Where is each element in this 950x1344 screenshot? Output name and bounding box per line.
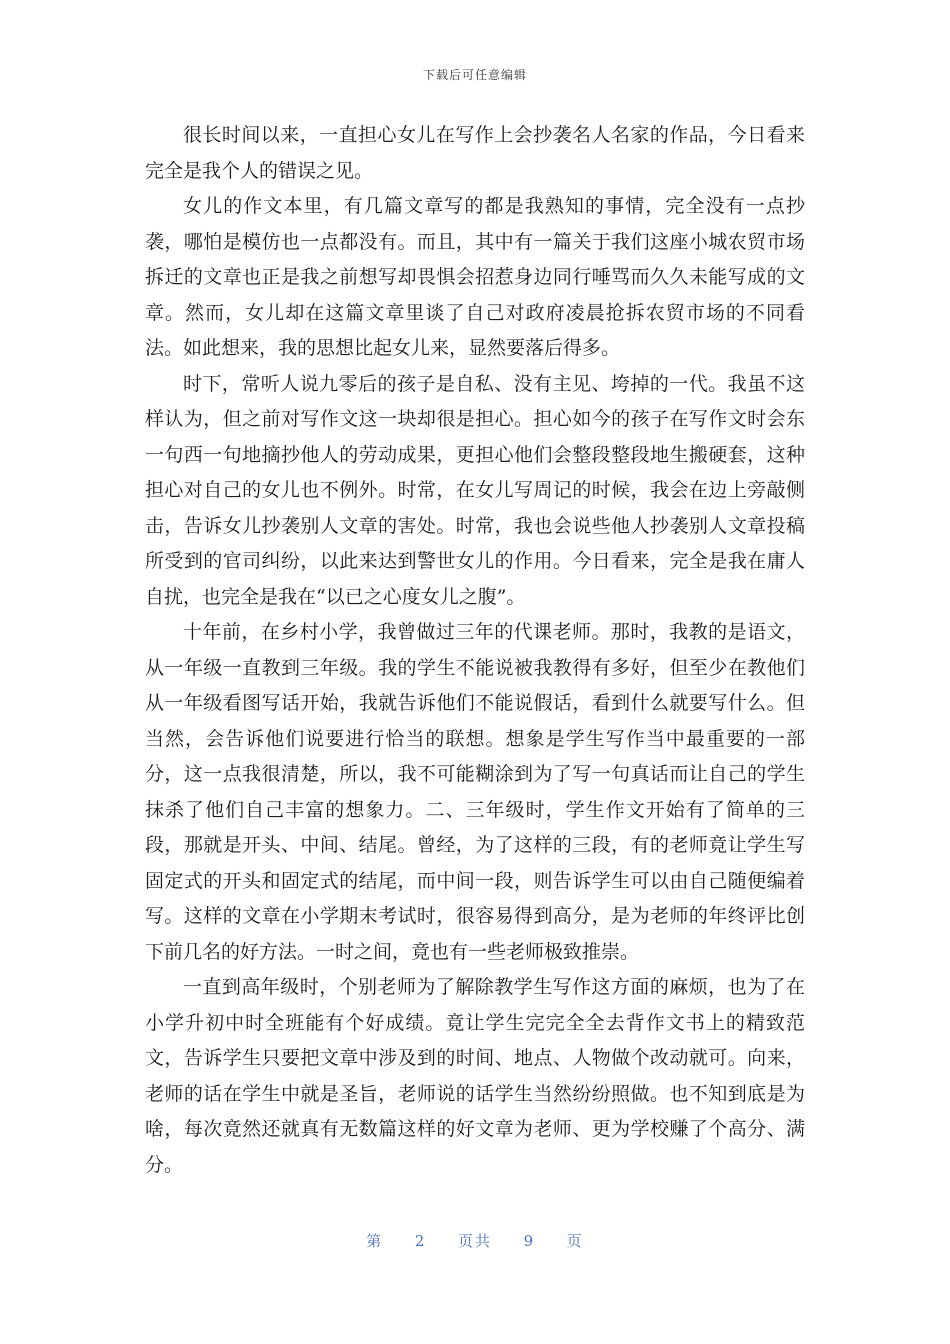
paragraph-1: 很长时间以来，一直担心女儿在写作上会抄袭名人名家的作品，今日看来完全是我个人的错误之见。 (145, 124, 805, 182)
paragraph-3: 时下，常听人说九零后的孩子是自私、没有主见、垮掉的一代。我虽不这样认为，但之前对写作文这一块却很是担心。担心如今的孩子在写作文时会东一句西一句地摘抄他人的劳动成果，更担心他们会整段整段地生搬硬套，这种担心对自己的女儿也不例外。时常，在女儿写周记的时候，我会在边上旁敲侧击，告诉女儿抄袭别人文章的害处。时常，我也会说些他人抄袭别人文章投稿所受到的官司纠纷，以此来达到警世女儿的作用。今日看来，完全是我在庸人自扰，也完全是我在“以已之心度女儿之腹”。 (145, 372, 805, 608)
document-body (145, 118, 805, 1183)
footer-suffix: 页 (566, 1232, 584, 1250)
footer-prefix: 第 (366, 1232, 384, 1250)
page-footer (0, 1230, 950, 1251)
footer-current-page: 2 (414, 1232, 427, 1250)
paragraph-5: 一直到高年级时，个别老师为了解除教学生写作这方面的麻烦，也为了在小学升初中时全班能有个好成绩。竟让学生完完全全去背作文书上的精致范文，告诉学生只要把文章中涉及到的时间、地点、人物做个改动就可。向来，老师的话在学生中就是圣旨，老师说的话学生当然纷纷照做。也不知到底是为啥，每次竟然还就真有无数篇这样的好文章为老师、更为学校赚了个高分、满分。 (145, 976, 805, 1176)
footer-total-pages: 9 (523, 1232, 536, 1250)
paragraph-2: 女儿的作文本里，有几篇文章写的都是我熟知的事情，完全没有一点抄袭，哪怕是模仿也一点都没有。而且，其中有一篇关于我们这座小城农贸市场拆迁的文章也正是我之前想写却畏惧会招惹身边同行唾骂而久久未能写成的文章。然而，女儿却在这篇文章里谈了自己对政府凌晨抢拆农贸市场的不同看法。如此想来，我的思想比起女儿来，显然要落后得多。 (145, 195, 805, 359)
page-header: 下载后可任意编辑 (422, 68, 527, 82)
paragraph-4: 十年前，在乡村小学，我曾做过三年的代课老师。那时，我教的是语文，从一年级一直教到三年级。我的学生不能说被我教得有多好，但至少在教他们从一年级看图写话开始，我就告诉他们不能说假话，看到什么就要写什么。但当然，会告诉他们说要进行恰当的联想。想象是学生写作当中最重要的一部分，这一点我很清楚，所以，我不可能糊涂到为了写一句真话而让自己的学生抹杀了他们自己丰富的想象力。二、三年级时，学生作文开始有了简单的三段，那就是开头、中间、结尾。曾经，为了这样的三段，有的老师竟让学生写固定式的开头和固定式的结尾，而中间一段，则告诉学生可以由自己随便编着写。这样的文章在小学期末考试时，很容易得到高分，是为老师的年终评比创下前几名的好方法。一时之间，竟也有一些老师极致推崇。 (145, 621, 805, 963)
footer-middle: 页共 (457, 1232, 492, 1250)
